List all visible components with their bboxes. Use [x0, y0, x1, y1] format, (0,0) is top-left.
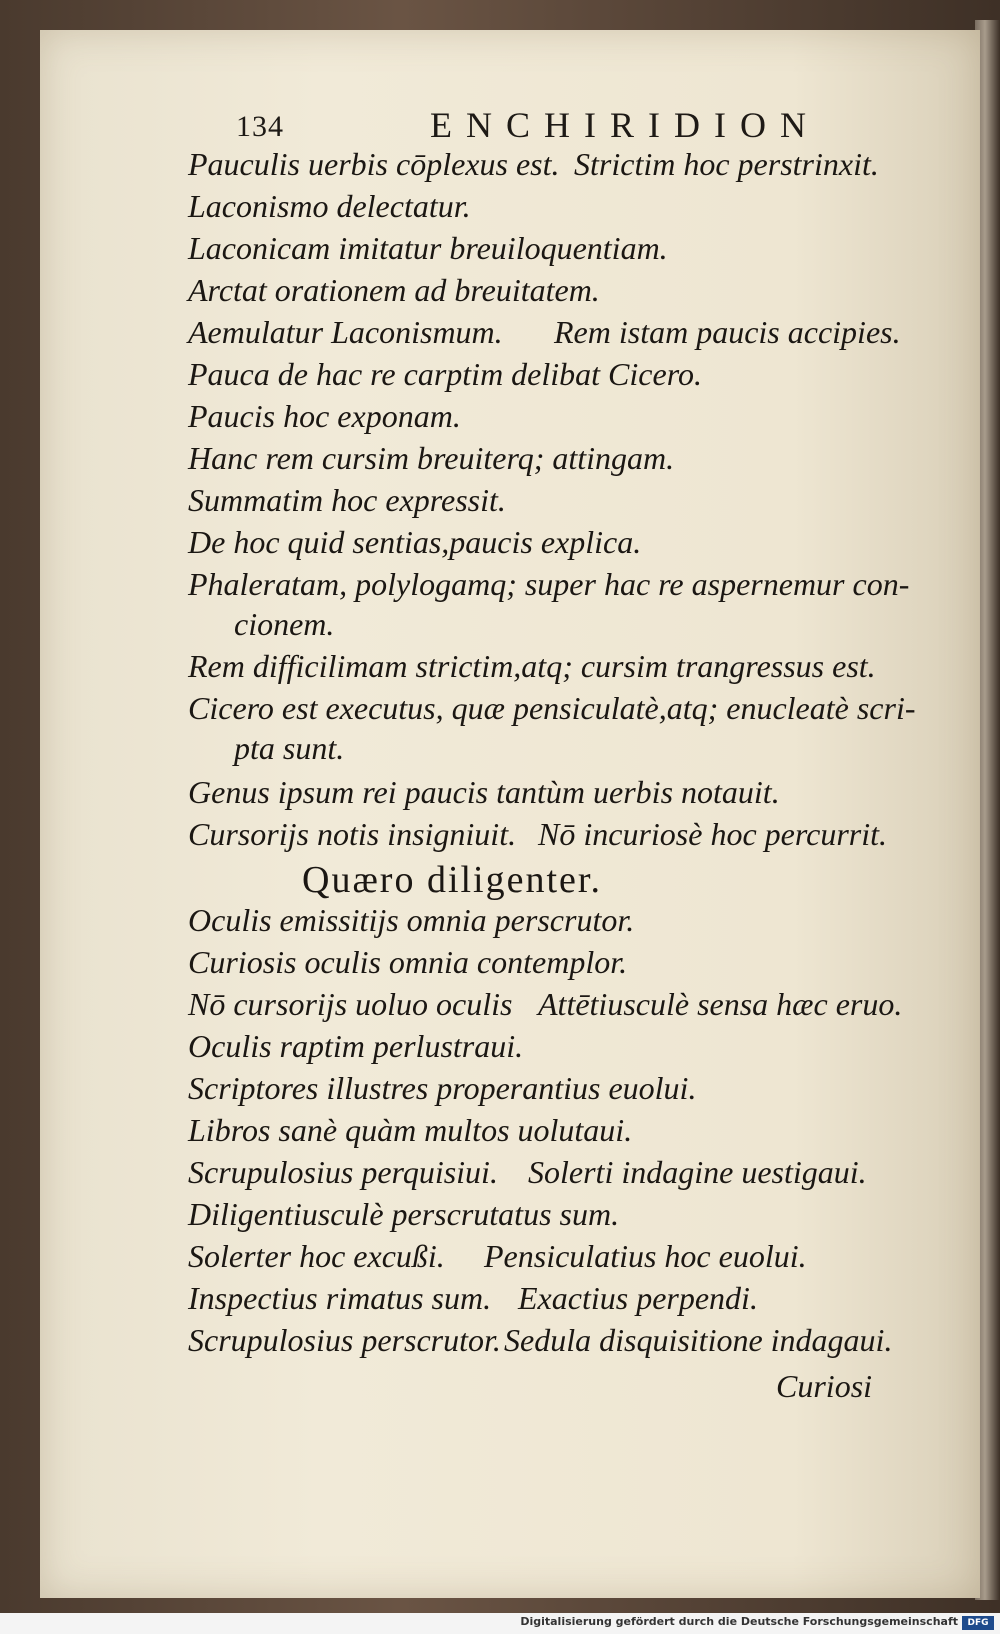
phrase: Solerter hoc excußi.: [188, 1238, 445, 1274]
text-line: [188, 774, 780, 811]
text-line: [188, 146, 879, 183]
text-line: [188, 1280, 758, 1317]
text-line: [188, 230, 668, 267]
phrase: Oculis emissitijs omnia perscrutor.: [188, 902, 635, 938]
phrase: pta sunt.: [234, 730, 345, 766]
text-line: [188, 944, 627, 981]
phrase: Laconicam imitatur breuiloquentiam.: [188, 230, 668, 266]
phrase: Summatim hoc expressit.: [188, 482, 506, 518]
phrase: Scrupulosius perquisiui.: [188, 1154, 498, 1190]
text-line: [188, 314, 901, 351]
phrase: Rem difficilimam strictim,atq; cursim trangressus est.: [188, 648, 876, 684]
text-line: [188, 566, 909, 603]
phrase: Phaleratam, polylogamq; super hac re aspernemur con-: [188, 566, 910, 602]
text-line: [188, 188, 471, 225]
phrase: Exactius perpendi.: [518, 1280, 758, 1316]
catchword: Curiosi: [776, 1368, 873, 1404]
text-line: [188, 816, 887, 853]
phrase: Strictim hoc perstrinxit.: [574, 146, 879, 182]
phrase: Rem istam paucis accipies.: [554, 314, 901, 350]
text-line: [188, 1322, 893, 1359]
running-title: ENCHIRIDION: [430, 105, 820, 145]
phrase: Arctat orationem ad breuitatem.: [188, 272, 600, 308]
phrase: Pauculis uerbis cōplexus est.: [188, 146, 560, 182]
phrase: Libros sanè quàm multos uolutaui.: [188, 1112, 633, 1148]
phrase: Scrupulosius perscrutor.: [188, 1322, 501, 1358]
phrase: Pauca de hac re carptim delibat Cicero.: [188, 356, 702, 392]
text-line: [188, 524, 641, 561]
phrase: Solerti indagine uestigaui.: [528, 1154, 867, 1190]
text-line: [234, 730, 344, 767]
text-line: [188, 986, 903, 1023]
phrase: Scriptores illustres properantius euolui.: [188, 1070, 697, 1106]
phrase: Nō incuriosè hoc percurrit.: [538, 816, 887, 852]
text-line: [188, 1154, 867, 1191]
phrase: Oculis raptim perlustraui.: [188, 1028, 524, 1064]
phrase: Curiosis oculis omnia contemplor.: [188, 944, 628, 980]
phrase: Attētiusculè sensa hæc eruo.: [538, 986, 903, 1022]
text-line: [188, 440, 674, 477]
text-line: [188, 356, 702, 393]
text-line: [188, 902, 634, 939]
text-line: [234, 606, 334, 643]
phrase: Laconismo delectatur.: [188, 188, 471, 224]
dfg-logo: DFG: [962, 1616, 994, 1630]
text-line: [188, 1238, 807, 1275]
phrase: Cicero est executus, quæ pensiculatè,atq; enucleatè scri-: [188, 690, 916, 726]
phrase: Nō cursorijs uoluo oculis: [188, 986, 513, 1022]
text-line: [188, 1028, 523, 1065]
text-line: [188, 272, 600, 309]
text-line: [188, 1112, 632, 1149]
phrase: Hanc rem cursim breuiterq; attingam.: [188, 440, 675, 476]
phrase: Cursorijs notis insigniuit.: [188, 816, 517, 852]
phrase: Sedula disquisitione indagaui.: [504, 1322, 893, 1358]
phrase: Paucis hoc exponam.: [188, 398, 461, 434]
section-heading: Quæro diligenter.: [302, 859, 602, 901]
text-line: [188, 1070, 696, 1107]
phrase: Inspectius rimatus sum.: [188, 1280, 492, 1316]
phrase: Diligentiusculè perscrutatus sum.: [188, 1196, 620, 1232]
text-line: [188, 398, 461, 435]
phrase: De hoc quid sentias,paucis explica.: [188, 524, 642, 560]
digitization-footer: [0, 1613, 1000, 1634]
phrase: cionem.: [234, 606, 335, 642]
text-line: [188, 690, 915, 727]
funding-credit: Digitalisierung gefördert durch die Deutsche Forschungsgemeinschaft: [520, 1615, 958, 1628]
page-text: [40, 30, 980, 1598]
page-number: 134: [236, 110, 284, 143]
phrase: Aemulatur Laconismum.: [188, 314, 503, 350]
book-page: [40, 30, 980, 1598]
text-line: [188, 1196, 619, 1233]
phrase: Genus ipsum rei paucis tantùm uerbis notauit.: [188, 774, 780, 810]
text-line: [188, 648, 876, 685]
phrase: Pensiculatius hoc euolui.: [484, 1238, 807, 1274]
text-line: [188, 482, 506, 519]
